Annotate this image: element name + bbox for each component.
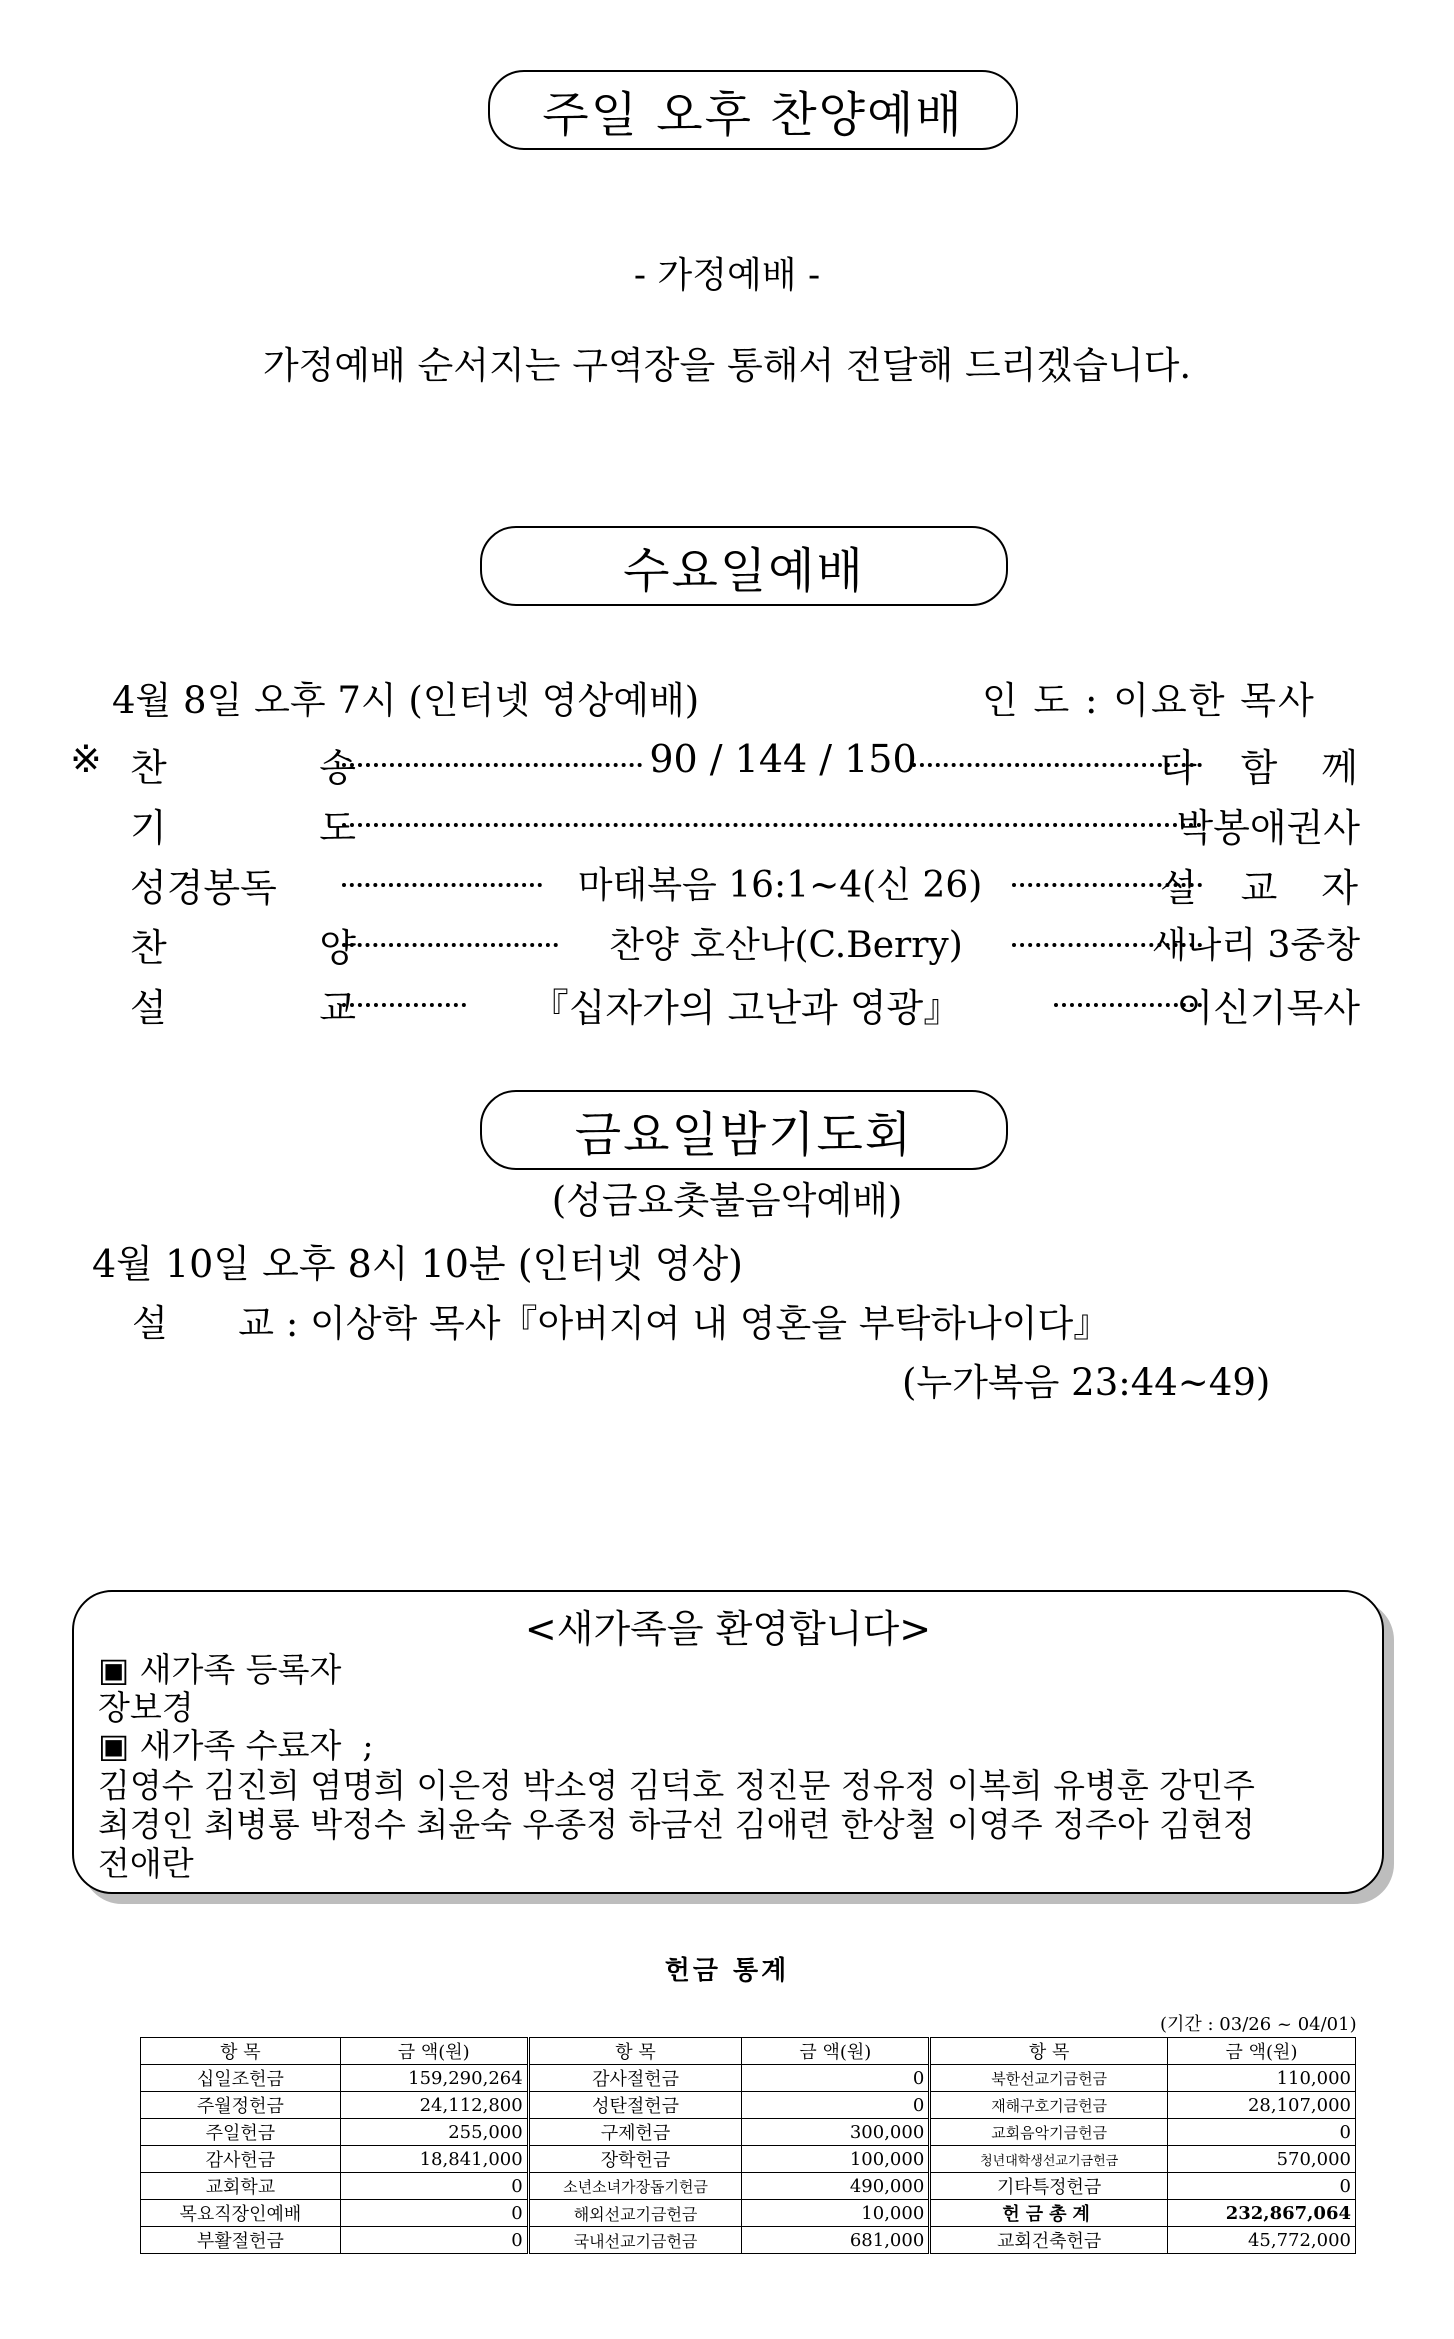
- cell-item: 청년대학생선교기금헌금: [930, 2146, 1168, 2173]
- friday-subtitle: (성금요촛불음악예배): [551, 1179, 903, 1222]
- cell-item: 구제헌금: [528, 2119, 742, 2146]
- leader-dots: [342, 883, 542, 887]
- family-worship-subtitle: - 가정예배 -: [633, 255, 821, 296]
- cell-amount: 45,772,000: [1168, 2227, 1356, 2254]
- header-item: 항 목: [528, 2038, 742, 2065]
- friday-title: 금요일밤기도회: [574, 1106, 914, 1163]
- stats-title: 헌금 통계: [664, 1956, 790, 1986]
- table-row: [141, 2065, 1356, 2092]
- order-item: 찬 송: [0, 2320, 3, 2321]
- order-row-prayer: [70, 797, 1360, 851]
- order-content: 90 / 144 / 150: [649, 737, 917, 781]
- cell-amount: 28,107,000: [1168, 2092, 1356, 2119]
- cell-item: 감사헌금: [141, 2146, 341, 2173]
- order-item: 설 교: [130, 986, 356, 1030]
- order-person: 박봉애권사: [1176, 806, 1360, 850]
- order-content: 찬양 호산나(C.Berry): [609, 925, 963, 966]
- order-item: 성경봉독: [130, 866, 277, 910]
- header-item: 항 목: [930, 2038, 1168, 2065]
- wednesday-title: 수요일예배: [623, 542, 865, 599]
- leader-dots: [342, 943, 558, 947]
- order-mark: ※: [70, 737, 102, 781]
- header-amount: 금 액(원): [742, 2038, 930, 2065]
- leader-dots: [342, 1003, 466, 1007]
- cell-item: 부활절헌금: [141, 2227, 341, 2254]
- cell-amount: 681,000: [742, 2227, 930, 2254]
- order-row-anthem: [70, 917, 1360, 971]
- order-content: 『십자가의 고난과 영광』: [530, 986, 962, 1030]
- cell-amount: 0: [742, 2065, 930, 2092]
- cell-item-total: 헌금총계: [930, 2200, 1168, 2227]
- leader-dots: [342, 763, 642, 767]
- friday-scripture: (누가복음 23:44~49): [902, 1361, 1271, 1404]
- cell-amount: 10,000: [742, 2200, 930, 2227]
- cell-amount: 490,000: [742, 2173, 930, 2200]
- order-item: 기 도: [130, 806, 356, 850]
- cell-item: 북한선교기금헌금: [930, 2065, 1168, 2092]
- order-person: 다 함 께: [1160, 746, 1358, 790]
- wednesday-title-box: [480, 526, 1008, 606]
- cell-item: 교회건축헌금: [930, 2227, 1168, 2254]
- order-row-reading: [70, 857, 1360, 911]
- table-row: [141, 2092, 1356, 2119]
- completed-label: ▣ 새가족 수료자 ;: [98, 1726, 374, 1765]
- order-item: 찬 양: [12, 2320, 16, 2321]
- new-family-title: <새가족을 환영합니다>: [524, 1607, 932, 1651]
- friday-title-box: [480, 1090, 1008, 1170]
- cell-amount: 110,000: [1168, 2065, 1356, 2092]
- cell-item: 재해구호기금헌금: [930, 2092, 1168, 2119]
- order-item: 찬 양: [130, 926, 356, 970]
- cell-amount: 0: [1168, 2119, 1356, 2146]
- order-item: 찬 송: [130, 746, 356, 790]
- cell-amount: 0: [1168, 2173, 1356, 2200]
- cell-amount: 159,290,264: [340, 2065, 528, 2092]
- order-item-labels: [0, 2320, 18, 2321]
- wednesday-leader: 인 도 : 이요한 목사: [982, 679, 1316, 722]
- completed-names-3: 전애란: [98, 1844, 194, 1883]
- registered-label: ▣ 새가족 등록자: [98, 1650, 342, 1689]
- sunday-title-box: [488, 70, 1018, 150]
- leader-dots: [342, 823, 1202, 827]
- cell-amount: 255,000: [340, 2119, 528, 2146]
- completed-names-1: 김영수 김진희 염명희 이은정 박소영 김덕호 정진문 정유정 이복희 유병훈 강민주: [98, 1766, 1255, 1805]
- table-row: [141, 2119, 1356, 2146]
- cell-amount: 0: [742, 2092, 930, 2119]
- cell-amount: 100,000: [742, 2146, 930, 2173]
- stats-period: (기간 : 03/26 ~ 04/01): [1160, 2014, 1357, 2035]
- cell-item: 주일헌금: [141, 2119, 341, 2146]
- cell-amount: 18,841,000: [340, 2146, 528, 2173]
- cell-item: 소년소녀가장돕기헌금: [528, 2173, 742, 2200]
- cell-item: 국내선교기금헌금: [528, 2227, 742, 2254]
- cell-amount: 300,000: [742, 2119, 930, 2146]
- cell-amount: 0: [340, 2200, 528, 2227]
- cell-amount: 570,000: [1168, 2146, 1356, 2173]
- cell-item: 기타특정헌금: [930, 2173, 1168, 2200]
- cell-item: 감사절헌금: [528, 2065, 742, 2092]
- cell-item: 목요직장인예배: [141, 2200, 341, 2227]
- order-person: 다 함 께: [2, 2320, 7, 2321]
- order-person: 새나리 3중창: [1151, 925, 1360, 966]
- cell-amount: 0: [340, 2227, 528, 2254]
- cell-item: 해외선교기금헌금: [528, 2200, 742, 2227]
- table-row: [141, 2173, 1356, 2200]
- order-person: 설 교 자: [9, 2320, 13, 2321]
- header-item: 항 목: [141, 2038, 341, 2065]
- cell-item: 교회음악기금헌금: [930, 2119, 1168, 2146]
- table-row: [141, 2146, 1356, 2173]
- new-family-box: [72, 1590, 1384, 1894]
- header-amount: 금 액(원): [340, 2038, 528, 2065]
- order-item: 설 교: [15, 2320, 18, 2321]
- friday-date: 4월 10일 오후 8시 10분 (인터넷 영상): [92, 1242, 743, 1286]
- order-person: 설 교 자: [1160, 866, 1358, 910]
- cell-item: 성탄절헌금: [528, 2092, 742, 2119]
- wednesday-date: 4월 8일 오후 7시 (인터넷 영상예배): [112, 679, 700, 722]
- registered-names: 장보경: [98, 1688, 194, 1727]
- cell-item: 십일조헌금: [141, 2065, 341, 2092]
- cell-item: 장학헌금: [528, 2146, 742, 2173]
- table-row: [141, 2200, 1356, 2227]
- cell-item: 주월정헌금: [141, 2092, 341, 2119]
- cell-amount-total: 232,867,064: [1168, 2200, 1356, 2227]
- sunday-title: 주일 오후 찬양예배: [542, 86, 964, 143]
- completed-names-2: 최경인 최병룡 박정수 최윤숙 우종정 하금선 김애련 한상철 이영주 정주아 김현정: [98, 1805, 1255, 1844]
- table-row: [141, 2227, 1356, 2254]
- table-header-row: [141, 2038, 1356, 2065]
- header-amount: 금 액(원): [1168, 2038, 1356, 2065]
- order-person: 이신기목사: [1176, 986, 1360, 1030]
- friday-sermon: 설 교 : 이상학 목사『아버지여 내 영혼을 부탁하나이다』: [132, 1302, 1111, 1345]
- cell-amount: 0: [340, 2173, 528, 2200]
- order-item: 기 도: [6, 2320, 9, 2321]
- order-row-hymn: [70, 737, 1360, 791]
- order-content: 마태복음 16:1~4(신 26): [577, 865, 983, 906]
- cell-amount: 24,112,800: [340, 2092, 528, 2119]
- leader-dots: [912, 763, 1202, 767]
- cell-item: 교회학교: [141, 2173, 341, 2200]
- family-worship-note: 가정예배 순서지는 구역장을 통해서 전달해 드리겠습니다.: [262, 344, 1192, 387]
- offering-table: [140, 2037, 1356, 2254]
- order-row-sermon: [70, 977, 1360, 1031]
